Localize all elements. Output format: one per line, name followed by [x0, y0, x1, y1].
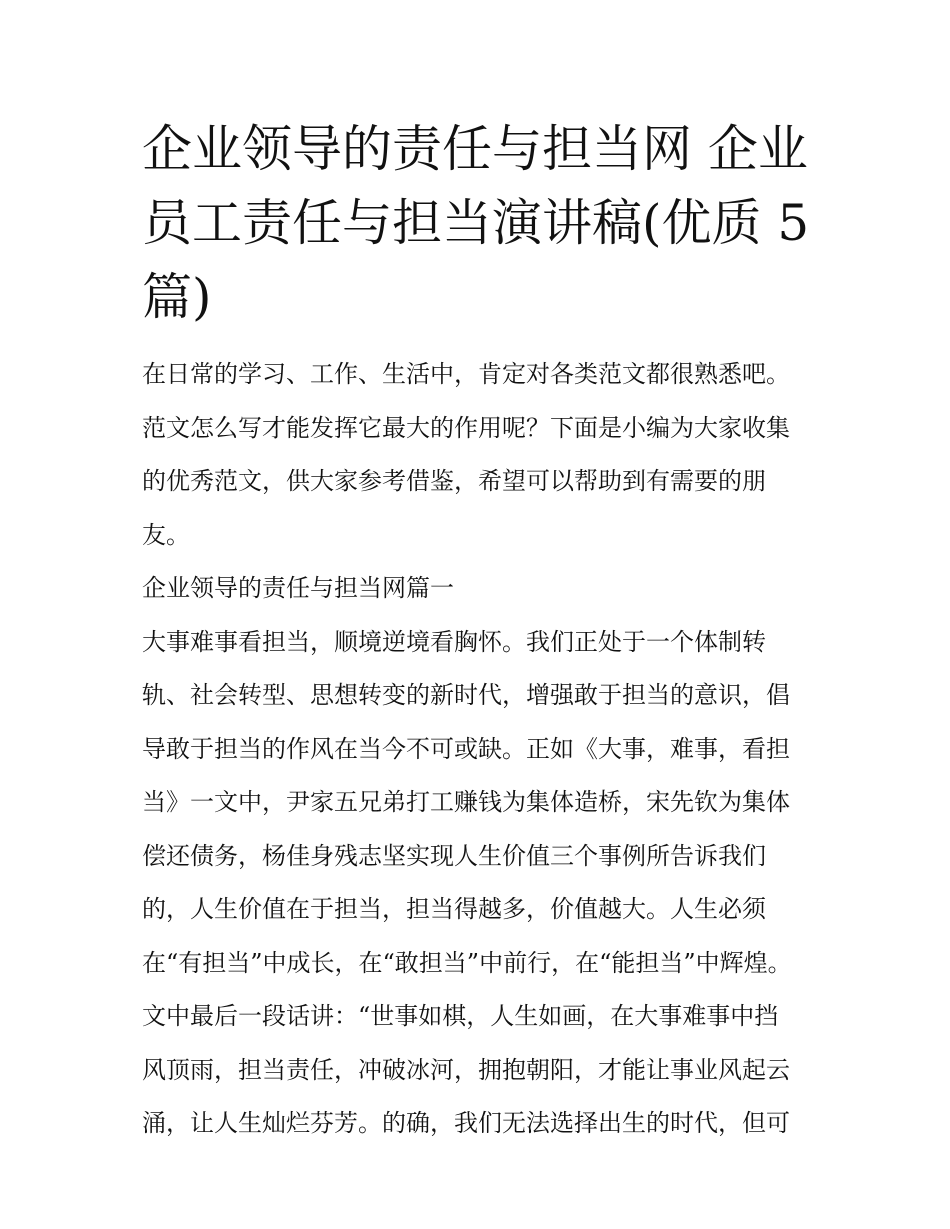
title-line: 员工责任与担当演讲稿(优质 5 — [142, 194, 810, 252]
body-paragraph — [142, 616, 820, 1151]
body-line: 涌，让人生灿烂芬芳。的确，我们无法选择出生的时代，但可 — [142, 1109, 790, 1137]
title-line: 篇) — [142, 268, 212, 326]
body-line: 文中最后一段话讲：“世事如棋，人生如画，在大事难事中挡 — [142, 1002, 779, 1030]
intro-line: 友。 — [142, 520, 190, 549]
body-line: 导敢于担当的作风在当今不可或缺。正如《大事，难事，看担 — [142, 734, 790, 763]
body-line: 风顶雨，担当责任，冲破冰河，拥抱朝阳，才能让事业风起云 — [142, 1055, 790, 1084]
intro-line: 范文怎么写才能发挥它最大的作用呢？下面是小编为大家收集 — [142, 413, 790, 442]
document-content — [142, 112, 820, 1151]
document-title — [142, 112, 820, 334]
intro-line: 在日常的学习、工作、生活中，肯定对各类范文都很熟悉吧。 — [142, 360, 790, 388]
body-line: 偿还债务，杨佳身残志坚实现人生价值三个事例所告诉我们 — [142, 841, 766, 870]
intro-line: 的优秀范文，供大家参考借鉴，希望可以帮助到有需要的朋 — [142, 467, 766, 495]
body-line: 轨、社会转型、思想转变的新时代，增强敢于担当的意识，倡 — [142, 681, 790, 709]
body-line: 当》一文中，尹家五兄弟打工赚钱为集体造桥，宋先钦为集体 — [142, 788, 790, 816]
body-line: 的，人生价值在于担当，担当得越多，价值越大。人生必须 — [142, 895, 766, 923]
body-line: 大事难事看担当，顺境逆境看胸怀。我们正处于一个体制转 — [142, 627, 766, 656]
title-line: 企业领导的责任与担当网 企业 — [142, 120, 808, 178]
section-heading: 企业领导的责任与担当网篇一 — [142, 574, 454, 602]
intro-paragraph — [142, 348, 820, 562]
body-line: 在“有担当”中成长，在“敢担当”中前行，在“能担当”中辉煌。 — [142, 948, 792, 977]
